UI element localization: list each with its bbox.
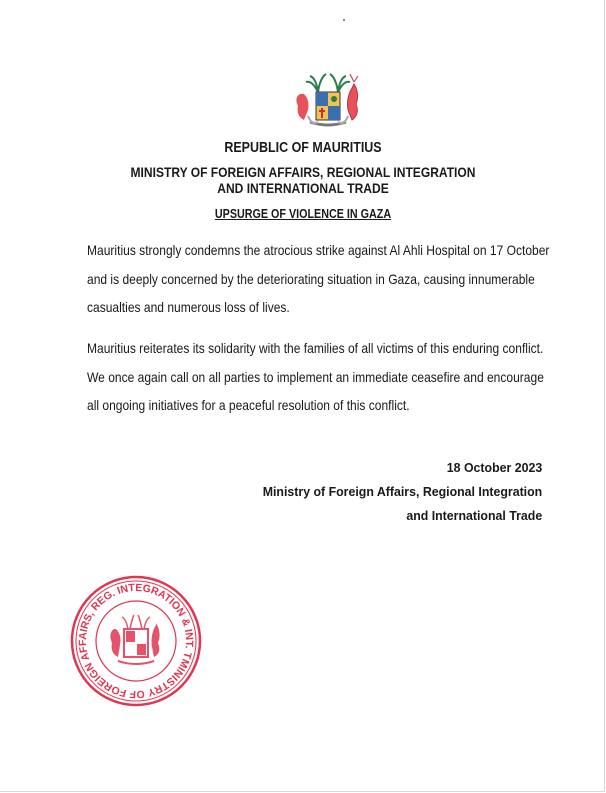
ministry-heading	[42, 164, 563, 196]
coat-of-arms-icon	[288, 70, 368, 132]
ministry-heading-line1: MINISTRY OF FOREIGN AFFAIRS, REGIONAL INTEGRATION	[130, 164, 476, 180]
ministry-heading-line2: AND INTERNATIONAL TRADE	[217, 180, 389, 196]
paragraph-line: casualties and numerous loss of lives.	[87, 299, 290, 315]
ministry-stamp-icon	[68, 573, 204, 709]
paragraph-line: Mauritius reiterates its solidarity with the families of all victims of this enduring conflict.	[87, 340, 544, 356]
signature-line2: and International Trade	[406, 508, 542, 523]
paragraph-solidarity	[87, 334, 544, 420]
stamp-arc-text: MINISTRY OF FOREIGN AFFAIRS, REG. INTEGRATION & INT. TRADE	[76, 581, 196, 701]
country-heading: REPUBLIC OF MAURITIUS	[224, 140, 382, 156]
paragraph-line: Mauritius strongly condemns the atrocious strike against Al Ahli Hospital on 17 October	[87, 242, 550, 258]
subject-heading: UPSURGE OF VIOLENCE IN GAZA	[214, 207, 392, 221]
paragraph-line: all ongoing initiatives for a peaceful resolution of this conflict.	[87, 397, 410, 413]
signature-block	[248, 456, 542, 528]
svg-text:MINISTRY OF FOREIGN AFFAIRS, R	[68, 573, 204, 709]
scan-speck	[343, 19, 345, 21]
paragraph-line: and is deeply concerned by the deteriorating situation in Gaza, causing innumerable	[87, 270, 535, 287]
signature-date: 18 October 2023	[446, 460, 542, 475]
paragraph-line: We once again call on all parties to implement an immediate ceasefire and encourage	[87, 368, 544, 385]
paragraph-condemnation	[87, 236, 550, 322]
signature-line1: Ministry of Foreign Affairs, Regional Integration	[262, 484, 542, 499]
